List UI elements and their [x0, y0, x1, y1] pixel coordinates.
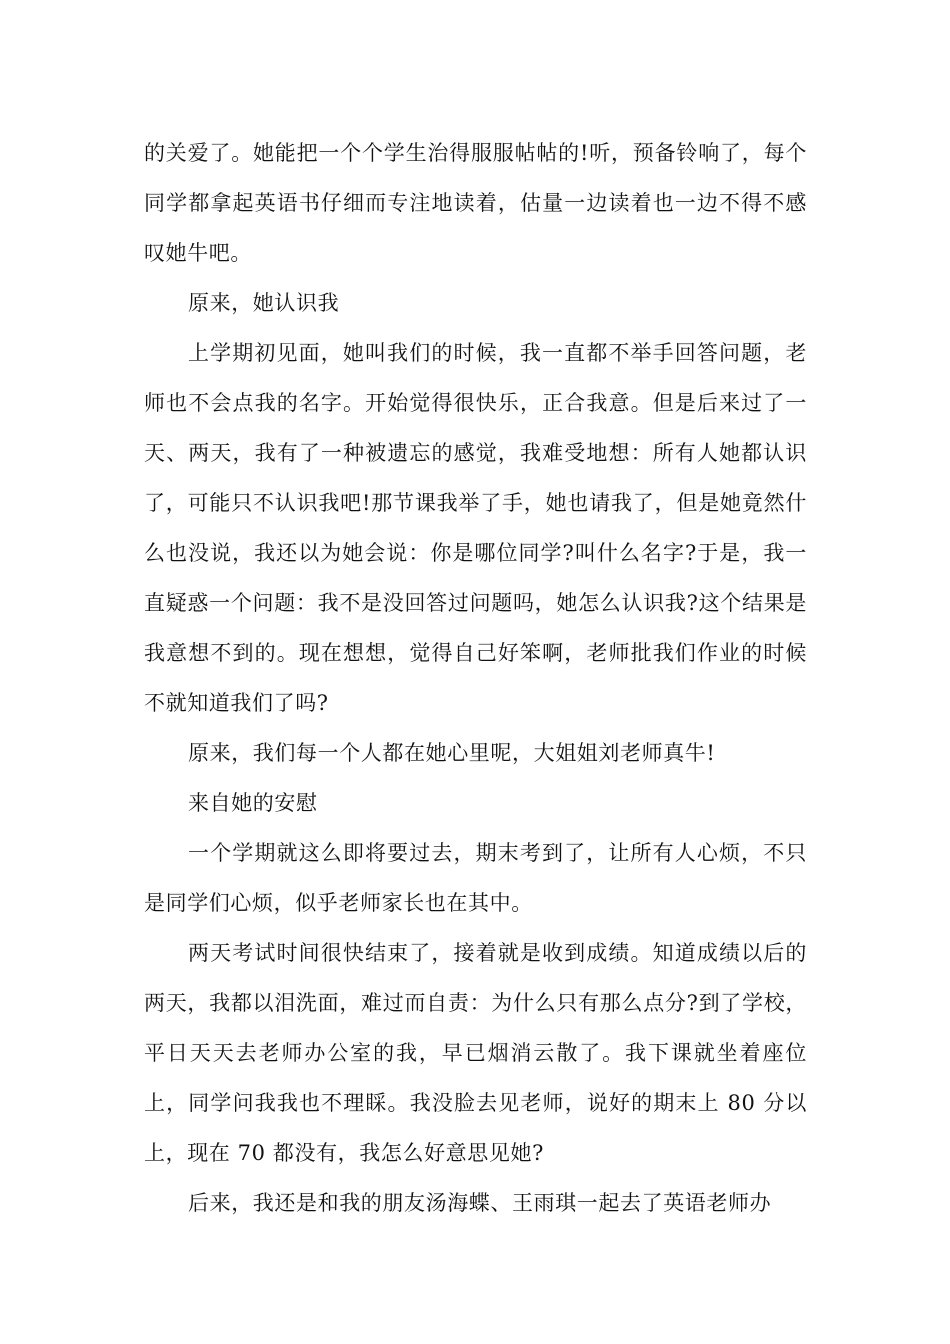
paragraph-in-her-heart: 原来，我们每一个人都在她心里呢，大姐姐刘老师真牛! — [188, 741, 716, 765]
section-heading-she-knows-me: 原来，她认识我 — [188, 291, 340, 315]
paragraph-continuation: 的关爱了。她能把一个个学生治得服服帖帖的!听，预备铃响了，每个同学都拿起英语书仔细而专注地读着，估量一边读着也一边不得不感叹她牛吧。 — [144, 141, 807, 265]
section-heading-her-comfort: 来自她的安慰 — [188, 791, 318, 815]
document-body — [144, 128, 807, 1228]
paragraph-final-exam: 一个学期就这么即将要过去，期末考到了，让所有人心烦，不只是同学们心烦，似乎老师家长也在其中。 — [144, 841, 807, 915]
paragraph-exam-results: 两天考试时间很快结束了，接着就是收到成绩。知道成绩以后的两天，我都以泪洗面，难过而自责：为什么只有那么点分?到了学校，平日天天去老师办公室的我，早已烟消云散了。我下课就坐着座位上，同学问我我也不理睬。我没脸去见老师，说好的期末上 80 分以上，现在 70 都没有，我怎么好意思见她? — [144, 941, 807, 1165]
paragraph-visit-office: 后来，我还是和我的朋友汤海蝶、王雨琪一起去了英语老师办 — [188, 1191, 772, 1215]
paragraph-first-meeting: 上学期初见面，她叫我们的时候，我一直都不举手回答问题，老师也不会点我的名字。开始觉得很快乐，正合我意。但是后来过了一天、两天，我有了一种被遗忘的感觉，我难受地想：所有人她都认识了，可能只不认识我吧!那节课我举了手，她也请我了，但是她竟然什么也没说，我还以为她会说：你是哪位同学?叫什么名字?于是，我一直疑惑一个问题：我不是没回答过问题吗，她怎么认识我?这个结果是我意想不到的。现在想想，觉得自己好笨啊，老师批我们作业的时候不就知道我们了吗? — [144, 341, 807, 715]
